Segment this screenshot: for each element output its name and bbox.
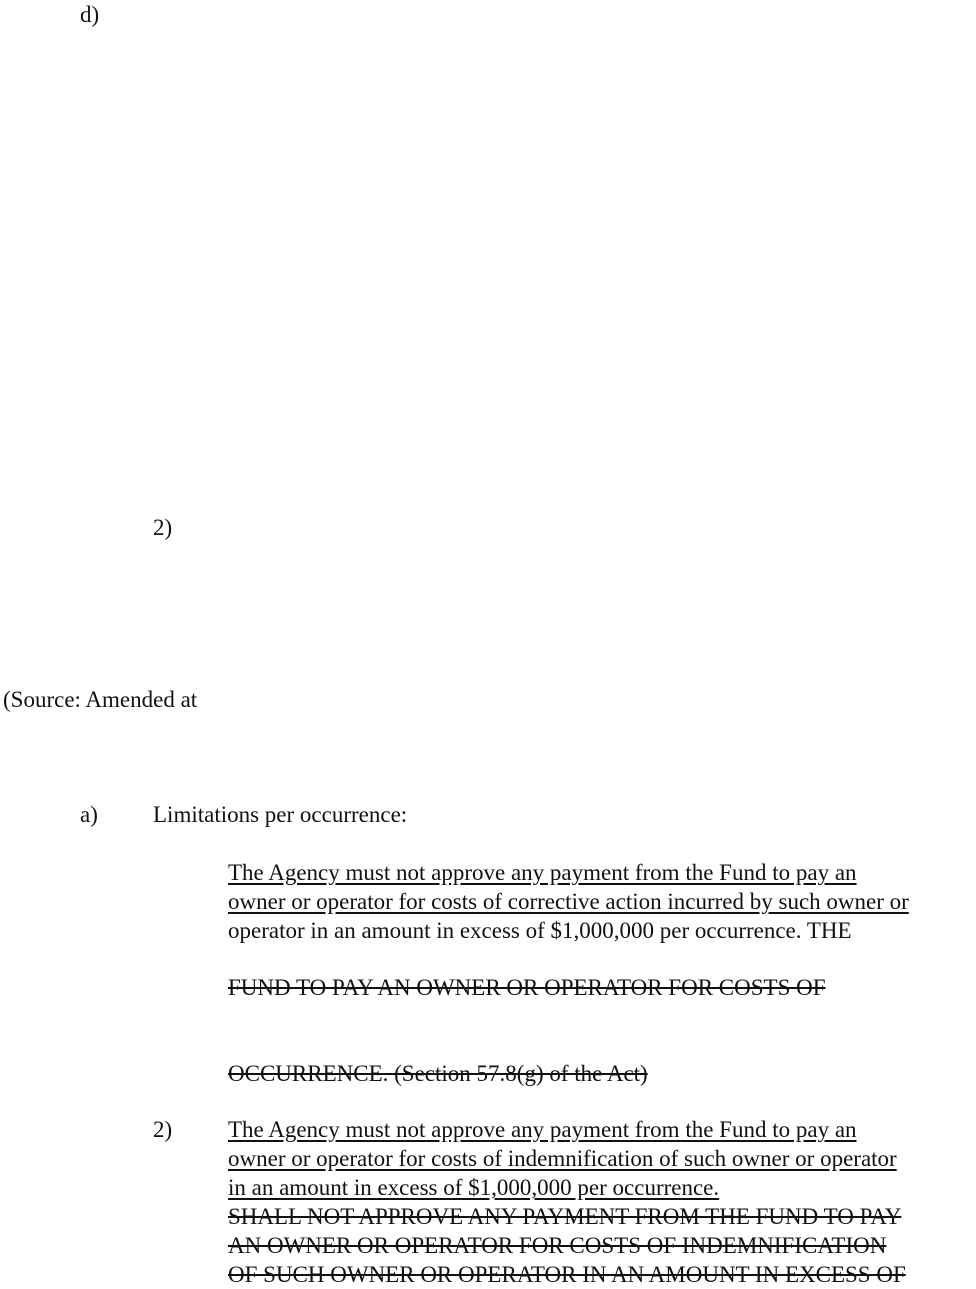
deleted-text-line: SHALL NOT APPROVE ANY PAYMENT FROM THE FUND TO PAY — [228, 1204, 902, 1229]
list-marker-a: a) — [80, 802, 98, 827]
paragraph-corrective-action — [228, 858, 976, 945]
section-heading: Limitations per occurrence: — [153, 802, 408, 827]
inserted-text-line: owner or operator for costs of indemnification of such owner or operator — [228, 1146, 897, 1171]
source-note: (Source: Amended at — [3, 687, 198, 712]
text-line: operator in an amount in excess of $1,000,000 per occurrence. THE — [228, 918, 852, 943]
list-marker-2-lower: 2) — [153, 1117, 173, 1142]
inserted-text-line: in an amount in excess of $1,000,000 per occurrence. — [228, 1175, 720, 1200]
inserted-text-line: The Agency must not approve any payment from the Fund to pay an — [228, 860, 857, 885]
list-marker-d: d) — [80, 2, 100, 27]
deleted-text-line: OF SUCH OWNER OR OPERATOR IN AN AMOUNT IN EXCESS OF — [228, 1262, 906, 1287]
inserted-text-line: owner or operator for costs of corrective action incurred by such owner or — [228, 889, 909, 914]
deleted-text-line: FUND TO PAY AN OWNER OR OPERATOR FOR COSTS OF — [228, 975, 826, 1000]
inserted-text-line: The Agency must not approve any payment from the Fund to pay an — [228, 1117, 857, 1142]
paragraph-indemnification — [228, 1115, 976, 1289]
deleted-text-line: AN OWNER OR OPERATOR FOR COSTS OF INDEMNIFICATION — [228, 1233, 887, 1258]
deleted-text-line: OCCURRENCE. (Section 57.8(g) of the Act) — [228, 1061, 648, 1086]
list-marker-2-upper: 2) — [153, 515, 173, 540]
